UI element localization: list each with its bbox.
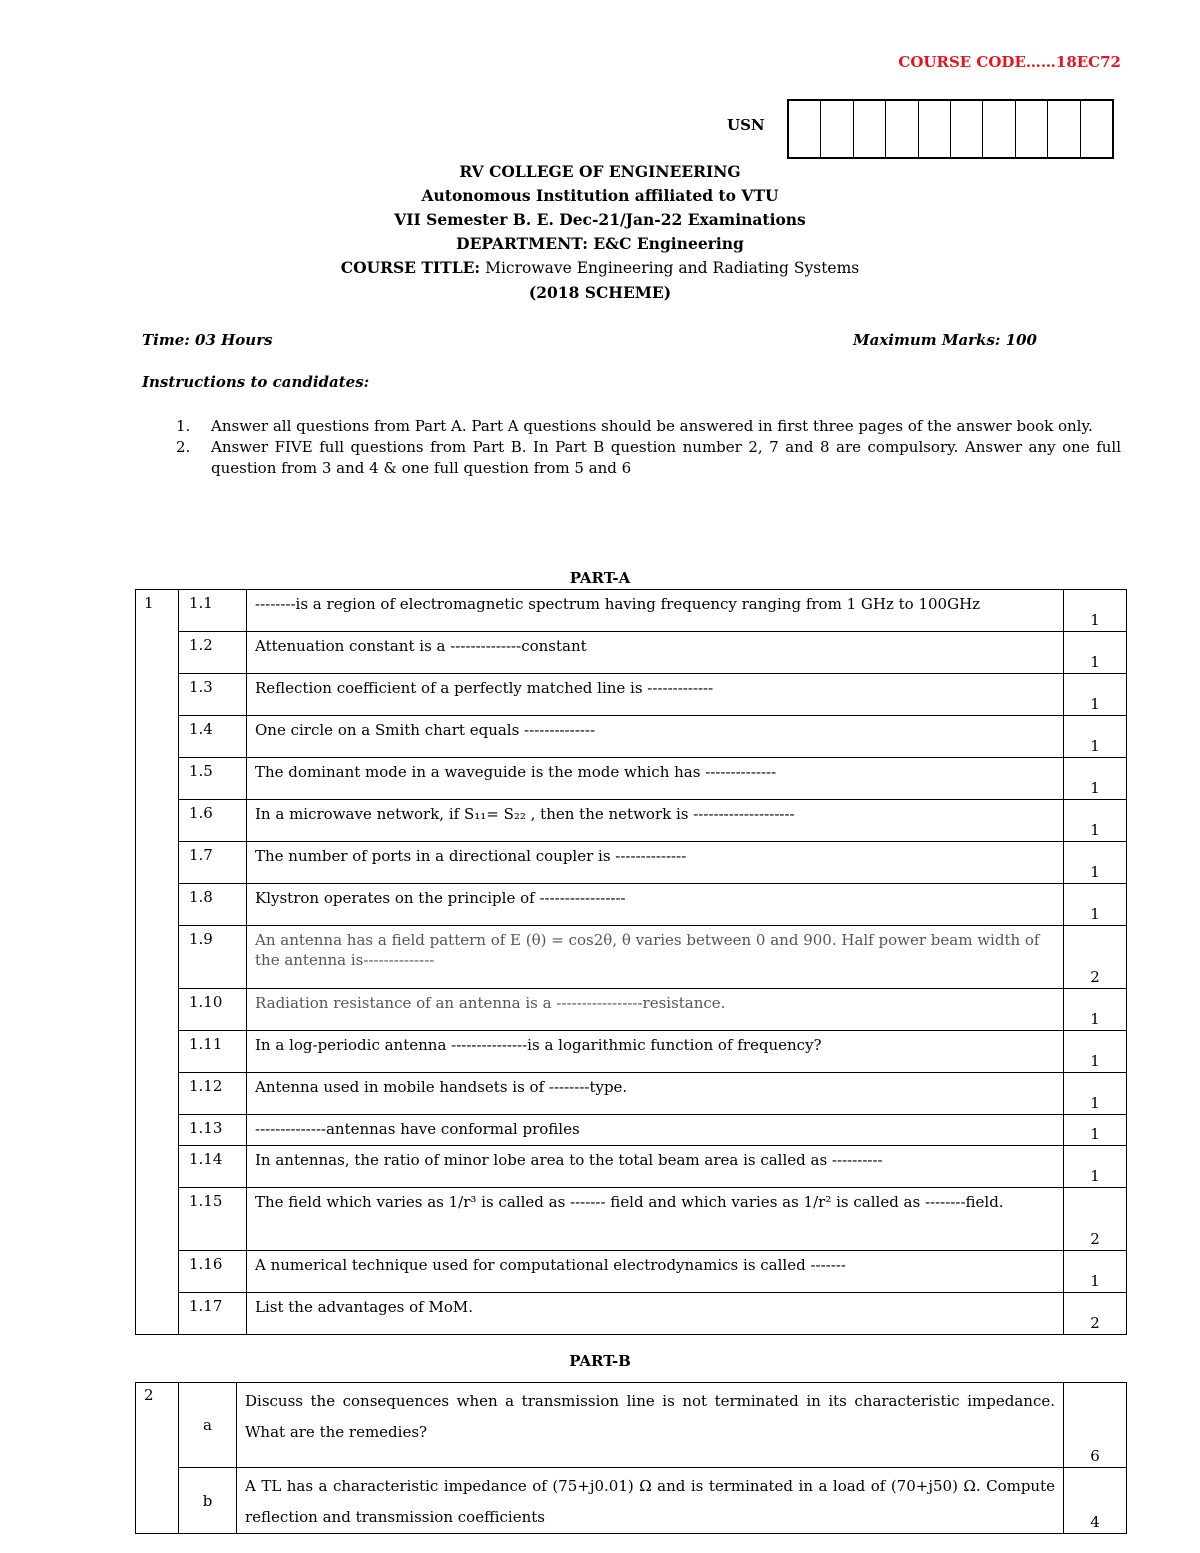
table-row [136,590,1127,632]
marks: 1 [1064,758,1127,800]
table-row [136,989,1127,1031]
part-a-table [135,589,1127,1335]
marks: 1 [1064,590,1127,632]
question-text: A TL has a characteristic impedance of (75+j0.01) Ω and is terminated in a load of (70+j50) Ω. Compute reflection and transmission coefficients [237,1468,1064,1534]
sub-question-number: 1.17 [179,1293,247,1335]
question-text: An antenna has a field pattern of E (θ) = cos2θ, θ varies between 0 and 900. Half power beam width of the antenna is-------------- [247,926,1064,989]
college-name: RV COLLEGE OF ENGINEERING [459,162,741,181]
usn-box[interactable] [821,101,853,157]
marks: 1 [1064,1073,1127,1115]
marks: 1 [1064,716,1127,758]
table-row [136,1146,1127,1188]
sub-question-letter: a [179,1383,237,1468]
sub-question-letter: b [179,1468,237,1534]
usn-box[interactable] [983,101,1015,157]
part-a-title: PART-A [569,569,631,587]
table-row [136,1188,1127,1251]
sub-question-number: 1.2 [179,632,247,674]
question-number: 1 [136,590,179,1335]
sub-question-number: 1.15 [179,1188,247,1251]
question-text: One circle on a Smith chart equals -------------- [247,716,1064,758]
max-marks: Maximum Marks: 100 [853,331,1037,349]
instruction-item: 1. Answer all questions from Part A. Part A questions should be answered in first three pages of the answer book only. [176,417,1093,435]
department: DEPARTMENT: E&C Engineering [456,234,744,253]
question-text: Reflection coefficient of a perfectly matched line is ------------- [247,674,1064,716]
part-b-table [135,1382,1127,1534]
marks: 4 [1064,1468,1127,1534]
marks: 1 [1064,674,1127,716]
marks: 1 [1064,632,1127,674]
question-text: Radiation resistance of an antenna is a -----------------resistance. [247,989,1064,1031]
part-b-title: PART-B [569,1352,631,1370]
marks: 1 [1064,1146,1127,1188]
usn-grid [787,99,1114,159]
usn-box[interactable] [919,101,951,157]
marks: 2 [1064,926,1127,989]
instructions-heading: Instructions to candidates: [142,373,370,391]
table-row [136,716,1127,758]
table-row [136,674,1127,716]
scheme: (2018 SCHEME) [528,283,672,302]
question-text: Antenna used in mobile handsets is of --------type. [247,1073,1064,1115]
table-row [136,1293,1127,1335]
table-row [136,632,1127,674]
sub-question-number: 1.14 [179,1146,247,1188]
usn-box[interactable] [1048,101,1080,157]
table-row [136,884,1127,926]
marks: 1 [1064,842,1127,884]
marks: 6 [1064,1383,1127,1468]
course-title: COURSE TITLE: Microwave Engineering and Radiating Systems [340,258,860,277]
sub-question-number: 1.12 [179,1073,247,1115]
table-row [136,758,1127,800]
question-text: In a microwave network, if S₁₁= S₂₂ , then the network is -------------------- [247,800,1064,842]
sub-question-number: 1.16 [179,1251,247,1293]
usn-box[interactable] [854,101,886,157]
table-row [136,926,1127,989]
table-row [136,842,1127,884]
table-row [136,800,1127,842]
question-text: The field which varies as 1/r³ is called as ------- field and which varies as 1/r² is called as --------field. [247,1188,1064,1251]
sub-question-number: 1.6 [179,800,247,842]
usn-box[interactable] [886,101,918,157]
question-text: A numerical technique used for computational electrodynamics is called ------- [247,1251,1064,1293]
marks: 1 [1064,1031,1127,1073]
sub-question-number: 1.10 [179,989,247,1031]
sub-question-number: 1.4 [179,716,247,758]
question-text: Attenuation constant is a --------------constant [247,632,1064,674]
question-text: Klystron operates on the principle of ----------------- [247,884,1064,926]
question-text: In antennas, the ratio of minor lobe area to the total beam area is called as ---------- [247,1146,1064,1188]
sub-question-number: 1.7 [179,842,247,884]
question-text: List the advantages of MoM. [247,1293,1064,1335]
sub-question-number: 1.1 [179,590,247,632]
marks: 1 [1064,800,1127,842]
sub-question-number: 1.9 [179,926,247,989]
table-row [136,1468,1127,1534]
table-row [136,1073,1127,1115]
question-number: 2 [136,1383,179,1534]
marks: 1 [1064,1115,1127,1146]
marks: 1 [1064,989,1127,1031]
exam-time: Time: 03 Hours [142,331,273,349]
table-row [136,1383,1127,1468]
usn-label: USN [727,116,765,134]
sub-question-number: 1.5 [179,758,247,800]
marks: 2 [1064,1188,1127,1251]
question-text: --------is a region of electromagnetic spectrum having frequency ranging from 1 GHz to 100GHz [247,590,1064,632]
question-text: The dominant mode in a waveguide is the mode which has -------------- [247,758,1064,800]
sub-question-number: 1.3 [179,674,247,716]
question-text: --------------antennas have conformal profiles [247,1115,1064,1146]
marks: 2 [1064,1293,1127,1335]
usn-box[interactable] [1081,101,1112,157]
usn-box[interactable] [951,101,983,157]
semester: VII Semester B. E. Dec-21/Jan-22 Examinations [394,210,806,229]
sub-question-number: 1.8 [179,884,247,926]
question-text: The number of ports in a directional coupler is -------------- [247,842,1064,884]
table-row [136,1031,1127,1073]
table-row [136,1251,1127,1293]
instructions-list [176,416,1121,479]
sub-question-number: 1.11 [179,1031,247,1073]
marks: 1 [1064,884,1127,926]
instruction-item: 2. Answer FIVE full questions from Part B. In Part B question number 2, 7 and 8 are compulsory. Answer any one full question from 3 and 4 & one full question from 5 and 6 [176,438,1121,477]
marks: 1 [1064,1251,1127,1293]
table-row [136,1115,1127,1146]
question-text: Discuss the consequences when a transmission line is not terminated in its characteristic impedance. What are the remedies? [237,1383,1064,1468]
usn-box[interactable] [1016,101,1048,157]
sub-question-number: 1.13 [179,1115,247,1146]
course-code: COURSE CODE……18EC72 [898,53,1121,71]
affiliation: Autonomous Institution affiliated to VTU [421,186,779,205]
question-text: In a log-periodic antenna ---------------is a logarithmic function of frequency? [247,1031,1064,1073]
usn-box[interactable] [789,101,821,157]
